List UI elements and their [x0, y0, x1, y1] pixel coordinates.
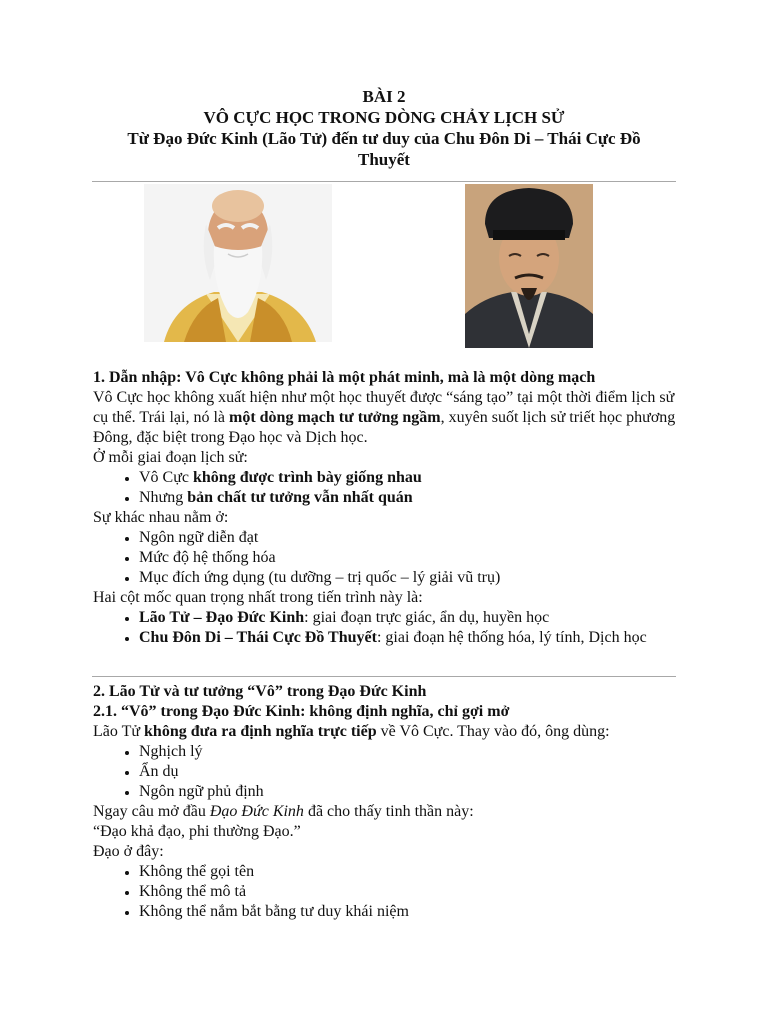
laozi-portrait-image [144, 184, 332, 342]
text-run: , xuyên suốt lịch sử triết học phương Đông, đặc biệt trong Đạo học và Dịch học. [93, 409, 676, 446]
text-run: : giai đoạn hệ thống hóa, lý tính, Dịch học [376, 629, 647, 646]
section-1-paragraph [93, 388, 683, 448]
lesson-subtitle-cont: Thuyết [358, 150, 410, 169]
section-1-heading: 1. Dẫn nhập: Vô Cực không phải là một phát minh, mà là một dòng mạch [93, 369, 596, 386]
text-emphasis: Lão Tử – Đạo Đức Kinh [139, 609, 305, 626]
text-run: Lão Tử [93, 723, 145, 740]
quote: “Đạo khả đạo, phi thường Đạo.” [93, 823, 301, 840]
text-emphasis: Chu Đôn Di – Thái Cực Đồ Thuyết [139, 629, 377, 646]
text-run: Nhưng [139, 489, 188, 506]
list-item [139, 468, 683, 488]
text-run: về Vô Cực. Thay vào đó, ông dùng: [376, 723, 610, 740]
lesson-number: BÀI 2 [362, 87, 406, 106]
list-item: • Ngôn ngữ phủ định [139, 782, 683, 802]
zhou-dunyi-portrait-image [465, 184, 593, 348]
list-item: • Ẩn dụ [139, 762, 683, 782]
list-item [139, 488, 683, 508]
milestones-intro: Hai cột mốc quan trọng nhất trong tiến trình này là: [93, 589, 423, 606]
list-item: • Nghịch lý [139, 742, 683, 762]
list-item: • Không thể nắm bắt bằng tư duy khái niệm [139, 902, 683, 922]
diff-intro: Sự khác nhau nằm ở: [93, 509, 229, 526]
diff-list [93, 528, 683, 588]
text-run: Ngay câu mở đầu [93, 803, 210, 820]
dao-points-list [93, 862, 683, 922]
list-item: • Ngôn ngữ diễn đạt [139, 528, 683, 548]
text-emphasis: không đưa ra định nghĩa trực tiếp [144, 723, 377, 740]
text-emphasis: một dòng mạch tư tưởng ngầm [228, 409, 441, 426]
milestones-list [93, 608, 683, 648]
list-item [139, 628, 683, 648]
stages-intro: Ở mỗi giai đoạn lịch sử: [93, 449, 248, 466]
list-item: • Mức độ hệ thống hóa [139, 548, 683, 568]
list-item: • Không thể mô tả [139, 882, 683, 902]
text-emphasis: bản chất tư tưởng vẫn nhất quán [187, 489, 413, 506]
list-item [139, 608, 683, 628]
book-title: Đạo Đức Kinh [209, 803, 304, 820]
section-2-1-heading: 2.1. “Vô” trong Đạo Đức Kinh: không định nghĩa, chỉ gợi mở [93, 703, 510, 720]
text-run: đã cho thấy tinh thần này: [303, 803, 474, 820]
lesson-title: VÔ CỰC HỌC TRONG DÒNG CHẢY LỊCH SỬ [203, 108, 565, 127]
opening-line [93, 802, 683, 822]
methods-list [93, 742, 683, 802]
text-emphasis: không được trình bày giống nhau [193, 469, 422, 486]
section-2-paragraph [93, 722, 683, 742]
lesson-subtitle: Từ Đạo Đức Kinh (Lão Tử) đến tư duy của Chu Đôn Di – Thái Cực Đồ [127, 129, 641, 148]
text-run: : giai đoạn trực giác, ẩn dụ, huyền học [304, 609, 550, 626]
list-item: • Mục đích ứng dụng (tu dưỡng – trị quốc – lý giải vũ trụ) [139, 568, 683, 588]
divider-top [92, 181, 676, 182]
stages-list [93, 468, 683, 508]
section-1 [93, 368, 683, 648]
text-run: Vô Cực [139, 469, 193, 486]
section-2-heading: 2. Lão Tử và tư tưởng “Vô” trong Đạo Đức Kinh [93, 683, 427, 700]
list-item: • Không thể gọi tên [139, 862, 683, 882]
section-2 [93, 682, 683, 922]
title-block [90, 86, 678, 170]
text-run: Vô Cực học không xuất hiện như một học thuyết được “sáng tạo” tại một thời điểm lịch sử cụ thể. Trái lại, nó là [93, 389, 675, 426]
dao-here: Đạo ở đây: [93, 843, 164, 860]
divider-middle [92, 676, 676, 677]
